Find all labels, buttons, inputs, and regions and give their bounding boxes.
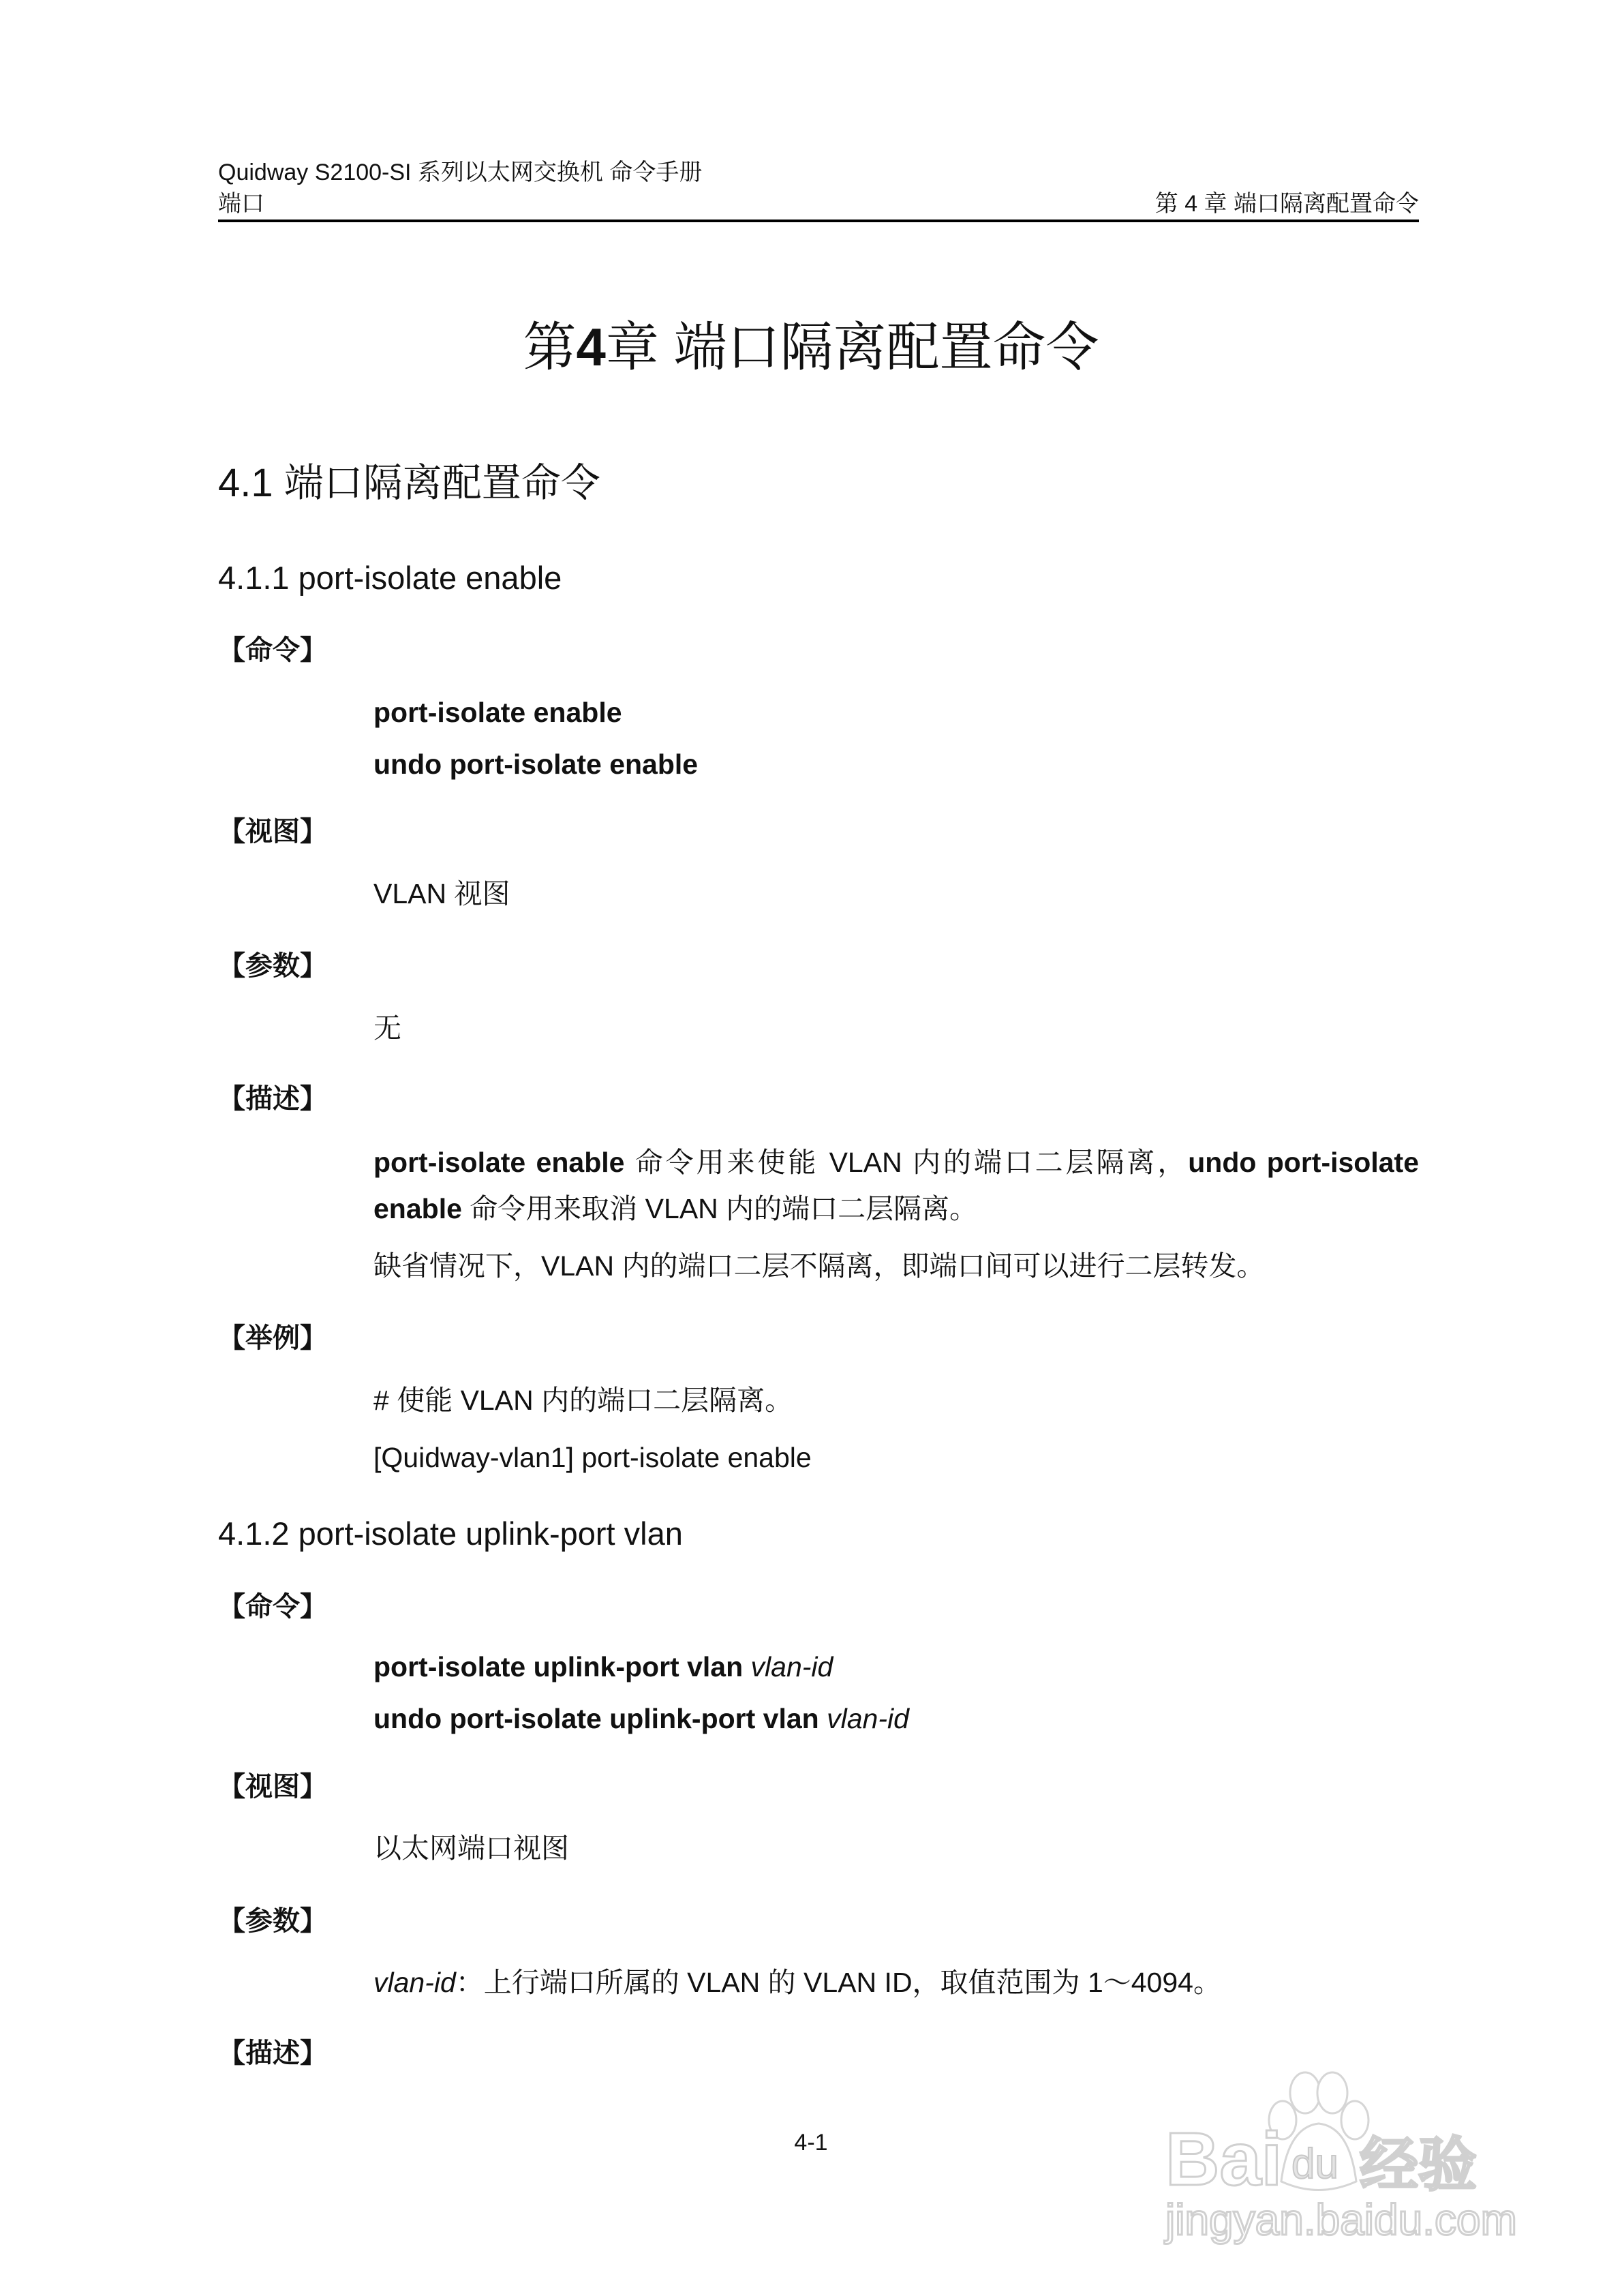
header-chapter: 第 4 章 端口隔离配置命令 — [1154, 191, 1419, 217]
header-title: Quidway S2100-SI 系列以太网交换机 命令手册 — [218, 160, 703, 185]
view-text: VLAN 视图 — [373, 878, 510, 909]
default-text: 缺省情况下，VLAN 内的端口二层不隔离，即端口间可以进行二层转发。 — [373, 1250, 1265, 1282]
header-section: 端口 — [218, 191, 264, 217]
label-params: 【参数】 — [218, 951, 327, 981]
label-example: 【举例】 — [218, 1323, 327, 1353]
page-number: 4-1 — [794, 2130, 828, 2156]
svg-text:Bai: Bai — [1165, 2117, 1283, 2201]
label-description: 【描述】 — [218, 2038, 327, 2068]
baidu-jingyan-watermark — [1152, 2052, 1547, 2250]
params-text: 无 — [373, 1012, 401, 1044]
command-syntax: port-isolate enable — [373, 697, 622, 728]
svg-text:du: du — [1291, 2141, 1338, 2188]
label-description: 【描述】 — [218, 1084, 327, 1114]
svg-text:经验: 经验 — [1360, 2131, 1477, 2199]
label-params: 【参数】 — [218, 1906, 327, 1936]
view-text: 以太网端口视图 — [373, 1832, 569, 1864]
label-command: 【命令】 — [218, 635, 327, 665]
command-syntax: port-isolate uplink-port vlan vlan-id — [373, 1651, 833, 1682]
label-command: 【命令】 — [218, 1592, 327, 1622]
svg-text:jingyan.baidu.com: jingyan.baidu.com — [1165, 2195, 1517, 2244]
label-view: 【视图】 — [218, 817, 327, 847]
subsection-heading: 4.1.1 port-isolate enable — [218, 560, 562, 596]
params-text: vlan-id：上行端口所属的 VLAN 的 VLAN ID，取值范围为 1～4094。 — [373, 1967, 1221, 1998]
chapter-title: 第4章 端口隔离配置命令 — [523, 317, 1099, 377]
example-comment: # 使能 VLAN 内的端口二层隔离。 — [373, 1385, 793, 1416]
label-view: 【视图】 — [218, 1772, 327, 1802]
example-command: [Quidway-vlan1] port-isolate enable — [373, 1442, 812, 1473]
description-text: port-isolate enable 命令用来使能 VLAN 内的端口二层隔离，undo port-isolate enable 命令用来取消 VLAN 内的端口二层隔离。 — [373, 1147, 1419, 1224]
header-rule — [218, 220, 1419, 222]
command-syntax-undo: undo port-isolate uplink-port vlan vlan-id — [373, 1703, 909, 1734]
subsection-heading: 4.1.2 port-isolate uplink-port vlan — [218, 1515, 683, 1552]
command-syntax-undo: undo port-isolate enable — [373, 749, 699, 780]
section-heading: 4.1 端口隔离配置命令 — [218, 461, 600, 505]
